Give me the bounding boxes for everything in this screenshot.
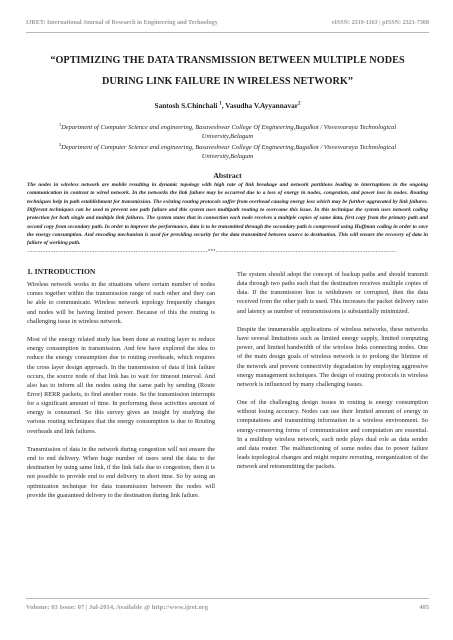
affiliation-1-text: Department of Computer Science and engineering, Basaveshwar College Of Engineering,Bagalkot / Visvesvaraya Technological University,Belagum bbox=[61, 124, 397, 141]
affiliation-2-text: Department of Computer Science and engineering, Basaveshwar College Of Engineering,Bagalkot / Visvesvaraya Technological University,Belagum bbox=[61, 144, 397, 161]
paragraph: Most of the energy related study has been done at routing layer to reduce energy consumption in transmission. And few have explored the idea to reduce the energy consumption due to routing overheads, which requires the cross layer design approach. In the transmission of data if link failure occurs, the source node of that link has to wait for timeout interval. And also has to inform all the nodes using the same path by sending (Route Error) RERR packets, to find another route. So the transmission interrupts for a significant amount of time. In performing these activities amount of energy is consumed. So this survey gives an insight by studying the various routing techniques that the energy consumption is due to Routing overheads and link failures. bbox=[27, 336, 215, 435]
paper-title: “OPTIMIZING THE DATA TRANSMISSION BETWEEN MULTIPLE NODES DURING LINK FAILURE IN WIRELESS NETWORK” bbox=[50, 55, 405, 87]
abstract-heading: Abstract bbox=[213, 171, 242, 180]
author-2: Vasudha V.Ayyannavar bbox=[225, 101, 298, 110]
section-divider: ----------------------------------------------------------------------***---------------------------------------------------------------------- bbox=[27, 249, 396, 255]
paragraph: The system should adopt the concept of backup paths and should transmit data through two paths such that the destination receives multiple copies of data. If the transmission line is withdrawn or corrupted, then the data received from the other path is used. This increases the packet delivery ratio and latency as number of retransmissions is substantially minimized. bbox=[237, 271, 428, 315]
left-column bbox=[27, 267, 215, 509]
footer-rule bbox=[26, 598, 429, 599]
section-heading-introduction: 1. INTRODUCTION bbox=[27, 267, 96, 276]
author-1: Santosh S.Chinchali bbox=[154, 101, 218, 110]
header-rule bbox=[26, 32, 429, 33]
affiliation-2-sup: 2 bbox=[58, 142, 62, 147]
right-column bbox=[237, 270, 428, 481]
issn: eISSN: 2319-1163 | pISSN: 2321-7308 bbox=[331, 20, 429, 26]
author-line bbox=[26, 101, 429, 110]
paragraph: Wireless network works in the situations where certain number of nodes comes together within the transmission range of each other and they can be able to communicate. Wireless network topology frequently changes and nodes will be having limited power. Because of this the routing is challenging issue in wireless network. bbox=[27, 281, 215, 325]
paragraph: Transmission of data in the network during congestion will not ensure the end to end delivery. When huge number of users send the data to the destination by using same link, if the link fails due to congestion, then it is not possible to provide end to end delivery in short time. So by using an optimization technique for data transmission between the nodes will provide the guaranteed delivery to the destination during link failure. bbox=[27, 445, 215, 499]
paragraph: One of the challenging design issues in routing is energy consumption without losing accuracy. Nodes can use their limited amount of energy in computations and transmitting information in a wireless environment. So energy-conserving forms of communication and computation are essential. In a multihop wireless network, each node plays dual role as data sender and data router. The malfunctioning of some nodes due to power failure leads topological changes and might require rerouting, reorganization of the network and retransmitting the packets. bbox=[237, 399, 428, 471]
page-number: 405 bbox=[419, 604, 429, 611]
affiliation-1-sup: 1 bbox=[58, 122, 62, 127]
running-footer bbox=[26, 604, 429, 611]
volume-info: Volume: 03 Issue: 07 | Jul-2014, Available @ http://www.ijret.org bbox=[26, 604, 209, 611]
abstract-text: The nodes in wireless network are mobile resulting in dynamic topology with high rate of link breakage and network partitions leading to interruptions in the ongoing communication in contrast to wired network. In the networks the link failure may be occurred due to a loss of energy in nodes, congestion, and power loss in nodes. Routing techniques help in path establishment for transmission. The existing routing protocols suffer from overhead causing energy loss which may be further aggravated by link failures. Different techniques can be used to prevent one path failure and this system uses multipath routing to overcome this issue. In this technique the system uses network coding protection for both single and multiple link failures. The system states that in connection each node receives a multiple copies of same data, first copy from the primary path and second copy from secondary path. In order to improve the performance, data is to be transmitted through the secondary path is compressed using Huffman coding in order to save the energy consumption. And encoding mechanism is used for providing security for the data transmitted between source to destination. This will ensure the recovery of data in failure of working path. bbox=[27, 182, 428, 247]
affiliation-2 bbox=[40, 140, 415, 162]
author-separator: , bbox=[221, 101, 226, 110]
paragraph: Despite the innumerable applications of wireless networks, these networks have several limitations such as limited energy supply, limited computing power, and limited bandwidth of the wireless links connecting nodes. One of the main design goals of wireless network is to prolong the lifetime of the network and prevent connectivity degradation by employing aggressive energy management techniques. The design of routing protocols in wireless network is influenced by many challenging issues. bbox=[237, 325, 428, 388]
author-2-sup: 2 bbox=[297, 101, 301, 107]
running-header bbox=[26, 20, 429, 26]
affiliation-1 bbox=[40, 120, 415, 142]
author-1-sup: 1 bbox=[219, 101, 222, 107]
journal-name: IJRET: International Journal of Research in Engineering and Technology bbox=[26, 20, 218, 26]
